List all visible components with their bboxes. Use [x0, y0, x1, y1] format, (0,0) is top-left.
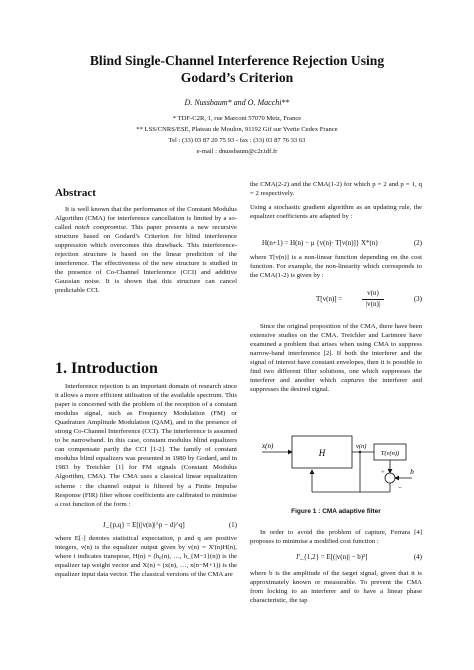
summing-junction — [385, 473, 395, 483]
input-label: x(n) — [262, 442, 274, 450]
affiliation-email: e-mail : dnussbaum@c2r.tdf.fr — [196, 148, 278, 155]
equation-4 — [250, 553, 422, 563]
right-paragraph-4 — [250, 322, 422, 394]
equation-4-number: (4) — [413, 553, 422, 561]
equation-2-body: H(n+1) = H(n) − μ {v(n)· T[v(n)]} X*(n) — [262, 239, 378, 247]
cma-adaptive-filter-diagram — [250, 418, 422, 506]
affiliation-1: * TDF-C2R, 1, rue Marconi 57070 Metz, France — [172, 115, 302, 122]
abstract-text-emphasis: notch compromise — [74, 224, 126, 232]
title-line-2: Godard’s Criterion — [180, 70, 294, 85]
affiliation-phone: Tel : (33) 03 87 20 75 93 - fax : (33) 03 87 76 33 63 — [168, 137, 306, 144]
right-paragraph-3: where T[v(n)] is a non-linear function depending on the cost function. For example, the non-linearity which corresponds to the CMA(1-2) is given by : — [250, 254, 422, 280]
equation-1 — [55, 521, 237, 531]
right-paragraph-4-a: Since the original proposition of the CMA, there have been extensive studies on the CMA. Treichler and Larimore have examined a problem that arises when using CMA to suppress narrow-band interference [2]. If both the interferer and the signal of interest have constant envelopes, then it is possible to find two different filter solutions, one which suppresses the interferer and another which — [250, 323, 422, 385]
equation-1-number: (1) — [228, 521, 237, 529]
introduction-paragraph-1: Interference rejection is an important domain of research since it allows a more efficient utilisation of the available spectrum. This paper is concerned with the problem of the reception of a constant modulus signal, such as Frequency Modulation (FM) or Quadrature Amplitude Modulation (QAM), and in the presence of strong Co-Channel Interference (CCI). The interference is assumed to be narrowband. In this case, constant modulus blind equalizers can compensate partly the CCI [1-2]. The family of constant modulus blind equalizers was presented in 1980 by Godard, and in 1983 by Treichler [1] for FM signals (Constant Modulus Algorithm, CMA). The CMA uses a classical linear equalization scheme : the channel output is filtered by a Finite Impulse Response (FIR) filter whose coefficients are calibrated to minimise a cost function of the form : — [55, 383, 237, 508]
affiliation-2: ** LSS/CNRS/ESE, Plateau de Moulon, 91192 Gif sur Yvette Cedex France — [136, 126, 338, 133]
paper-title — [40, 52, 434, 86]
equation-3-denominator: |v(n)| — [365, 300, 381, 308]
equation-2 — [250, 239, 422, 249]
filter-h-label: H — [318, 448, 326, 458]
introduction-heading: 1. Introduction — [55, 360, 158, 377]
right-paragraph-4-emphasis: captures — [341, 377, 365, 385]
abstract-body — [55, 205, 237, 295]
abstract-heading: Abstract — [55, 187, 96, 199]
summing-plus-sign: + — [381, 470, 385, 476]
right-paragraph-1: the CMA(2-2) and the CMA(1-2) for which p = 2 and p = 1, q = 2 respectively. — [250, 181, 422, 198]
equation-3-lhs: T[v(n)] = — [316, 295, 343, 303]
right-paragraph-2: Using a stochastic gradient algorithm as an updating rule, the equalizer coefficients are adapted by : — [250, 204, 422, 221]
right-paragraph-4-b: the interferer and suppresses the desired signal. — [250, 377, 423, 394]
authors: D. Nussbaum* and O. Macchi** — [184, 98, 290, 107]
right-paragraph-6: where b is the amplitude of the target signal, given that it is approximately known or measurable. To prevent the CMA from locking to an interferer and to have a linear phase characteristic, the tap — [250, 570, 422, 605]
abstract-text-b: . This paper presents a new recursive structure based on Godard’s Criterion for blind interference suppression which overcomes this drawback. This interference-rejection structure is based on the linear prediction of the interference. The effectiveness of the new structure is studied in the presence of Co-Channel Interference (CCI) and additive Gaussian noise. It is shown that this structure can cancel predictable CCI. — [55, 224, 238, 295]
reference-b-label: b — [410, 468, 414, 476]
equation-3-number: (3) — [413, 295, 422, 303]
right-paragraph-5: In order to avoid the problem of capture, Ferrara [4] proposes to minimise a modified cost function : — [250, 529, 422, 546]
summing-minus-sign: − — [398, 484, 402, 492]
equation-3-numerator: v(n) — [367, 289, 379, 297]
equation-4-body: J'_{1,2} = E[(|v(n)| − b)²] — [296, 553, 368, 561]
introduction-paragraph-2: where E[·] denotes statistical expectation, p and q are positive integers, v(n) is the equalizer output given by v(n) = Xᵗ(n)H(n), where t indicates transpose, H(n) = (h₀(n), …, h_{M−1}(n)) is the equalizer tap weight vector and X(n) = (x(n), …, x(n−M+1)) is the equalizer input data vector. The classical versions of the CMA are — [55, 535, 237, 579]
figure-caption: Figure 1 : CMA adaptive filter — [291, 508, 381, 515]
equation-1-body: J_{p,q} = E[(|v(n)|^p − d)^q] — [103, 521, 185, 529]
output-label: v(n) — [356, 443, 367, 450]
abstract-text-a: It is well known that the performance of the Constant Modulus Algorithm (CMA) for interference cancellation is limited by a so-called — [55, 206, 237, 232]
title-line-1: Blind Single-Channel Interference Rejection Using — [89, 53, 385, 68]
nonlinearity-label: T(v(n)) — [380, 450, 400, 457]
equation-3 — [250, 289, 422, 311]
equation-2-number: (2) — [413, 239, 422, 247]
